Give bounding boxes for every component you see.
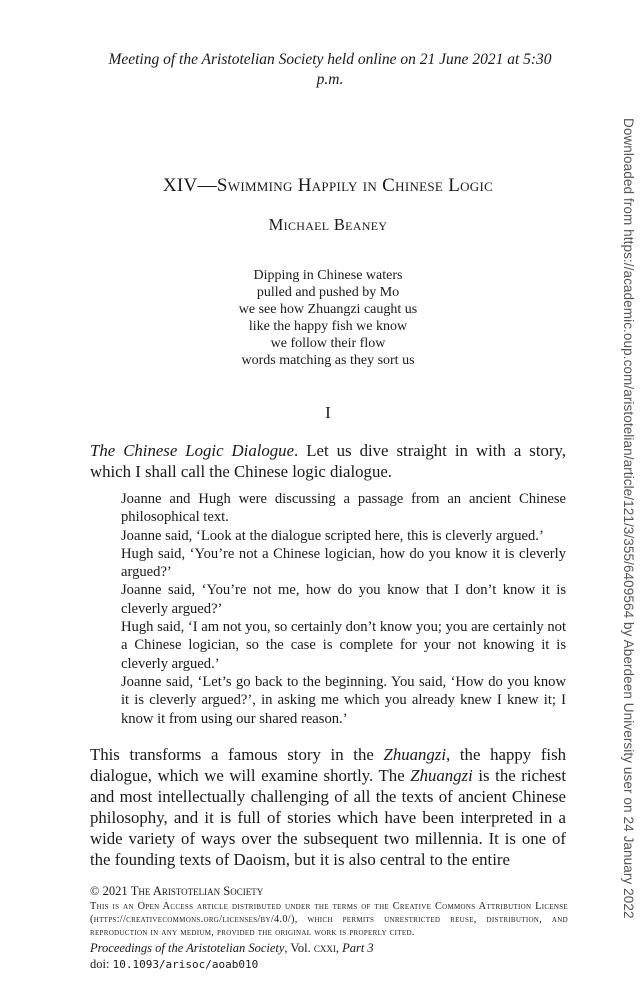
epigraph-poem — [150, 267, 506, 369]
doi-code: 10.1093/arisoc/aoab010 — [112, 958, 259, 971]
doi-line — [90, 956, 568, 973]
paragraph-text: is the richest and most intellectually challenging of all the texts of ancient Chinese philosophy, and it is full of stories which have been interpreted in a wide variety of ways over the subsequent two millennia. It is one of the founding texts of Daoism, but it is also central to the entire — [90, 766, 566, 869]
body-paragraph-2 — [90, 744, 566, 870]
page-footer — [90, 884, 568, 973]
copyright-year: © 2021 — [90, 884, 131, 898]
dialogue-line: Joanne and Hugh were discussing a passage from an ancient Chinese philosophical text. — [121, 491, 566, 526]
poem-line: we follow their flow — [270, 336, 386, 351]
journal-name: Proceedings of the Aristotelian Society — [90, 941, 285, 955]
poem-line: like the happy fish we know — [248, 319, 408, 334]
dialogue-line: Hugh said, ‘I am not you, so certainly don’t know you; you are certainly not a Chinese logician, so the case is complete for your not knowing it is cleverly argued.’ — [121, 619, 566, 672]
volume-label: , Vol. — [284, 941, 314, 955]
book-title: Zhuangzi — [410, 766, 473, 785]
body-paragraph-1 — [90, 440, 566, 482]
article-title: XIV—Swimming Happily in Chinese Logic — [162, 175, 494, 196]
book-title: Zhuangzi — [383, 745, 446, 764]
copyright-line — [90, 884, 568, 899]
license-notice: This is an Open Access article distributed under the terms of the Creative Commons Attribution License (https://creativecommons.org/licenses/by/4.0/), which permits unrestricted reuse, distribution, and reproduction in any medium, provided the original work is properly cited. — [90, 901, 568, 938]
dialogue-line: Joanne said, ‘Let’s go back to the beginning. You said, ‘How do you know it is cleverly argued?’, in asking me which you already knew I knew it; I know it from using our shared reason.’ — [121, 673, 566, 727]
dialogue-block — [121, 490, 566, 728]
paragraph-text: This transforms a famous story in the — [90, 745, 384, 764]
doi-label: doi: — [90, 957, 113, 971]
dialogue-line: Joanne said, ‘You’re not me, how do you know that I don’t know it is cleverly argued?’ — [121, 582, 566, 617]
poem-line: pulled and pushed by Mo — [256, 285, 400, 300]
dialogue-line: Joanne said, ‘Look at the dialogue scripted here, this is cleverly argued.’ — [121, 527, 544, 544]
paragraph-text: . Let us dive straight in with a story, which I shall call the Chinese logic dialogue. — [90, 441, 566, 481]
proceedings-citation — [90, 940, 568, 956]
article-author: Michael Beaney — [268, 215, 388, 234]
meeting-note: Meeting of the Aristotelian Society held online on 21 June 2021 at 5:30 p.m. — [108, 51, 552, 88]
section-heading: I — [325, 403, 331, 422]
paragraph-text: , the happy fish dialogue, which we will examine shortly. The — [90, 745, 566, 785]
poem-line: words matching as they sort us — [241, 353, 415, 368]
paragraph-lead: The Chinese Logic Dialogue — [90, 441, 295, 460]
volume-number: cxxi — [313, 941, 336, 955]
poem-line: we see how Zhuangzi caught us — [238, 302, 418, 317]
part-label: , Part 3 — [335, 941, 374, 955]
poem-line: Dipping in Chinese waters — [253, 268, 403, 283]
copyright-holder: The Aristotelian Society — [130, 884, 264, 898]
download-watermark: Downloaded from https://academic.oup.com/aristotelian/article/121/3/355/6409564 by Aberdeen University user on 24 January 2022 — [621, 118, 636, 919]
dialogue-line: Hugh said, ‘You’re not a Chinese logician, how do you know it is cleverly argued?’ — [121, 545, 566, 581]
